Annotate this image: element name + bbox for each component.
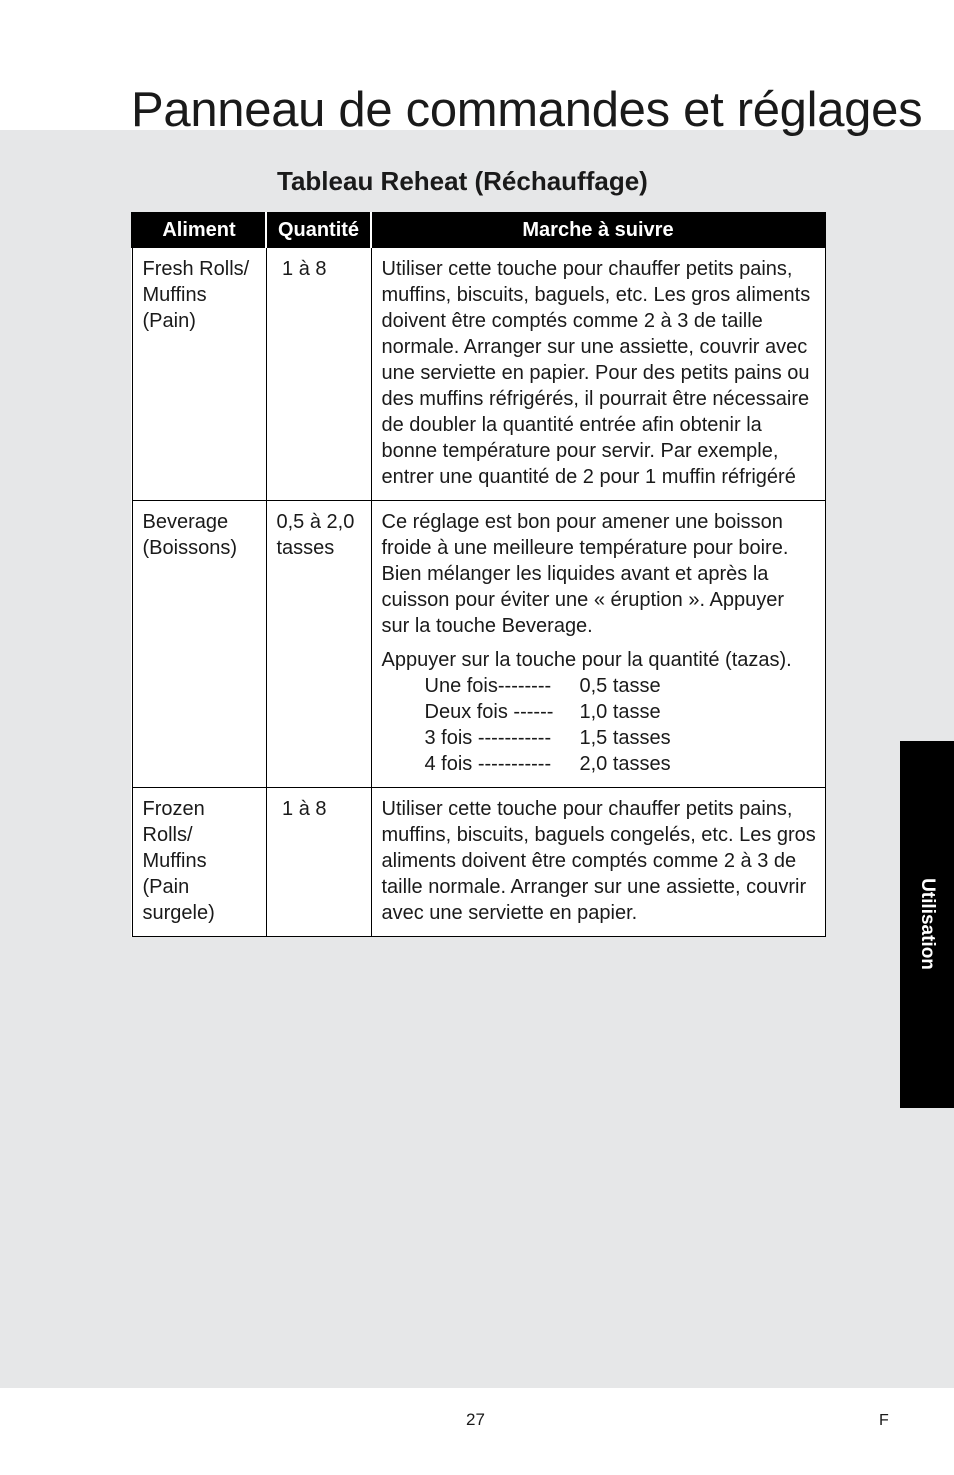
- section-side-tab: [900, 741, 954, 1108]
- language-mark: F: [879, 1412, 889, 1429]
- step-amount: 2,0 tasses: [579, 753, 671, 775]
- step-presses: 4 fois -----------: [424, 753, 552, 775]
- instructions-text-2: Appuyer sur la touche pour la quantité (tazas).: [381, 649, 792, 671]
- food-cell: Frozen Rolls/ Muffins (Pain surgele): [132, 788, 266, 937]
- quantity-cell: 1 à 8: [266, 788, 371, 937]
- beverage-steps-list: [382, 673, 817, 777]
- step-presses: 3 fois -----------: [424, 727, 552, 749]
- instructions-text: Utiliser cette touche pour chauffer petits pains, muffins, biscuits, baguels congelés, etc. Les gros aliments doivent être comptés comme 2 à 3 de taille normale. Arranger sur une assiette, couvrir avec une serviette en papier.: [381, 798, 816, 924]
- step-item: [425, 725, 817, 751]
- header-aliment: Aliment: [132, 212, 266, 248]
- page-number: 27: [466, 1410, 485, 1429]
- header-quantite: Quantité: [266, 212, 371, 248]
- table-title: Tableau Reheat (Réchauffage): [277, 166, 648, 196]
- reheat-table: [131, 212, 826, 937]
- page-title: Panneau de commandes et réglages: [131, 83, 923, 137]
- table-header-row: [132, 212, 825, 248]
- table-row-frozen-rolls: [132, 788, 825, 937]
- step-amount: 0,5 tasse: [579, 675, 661, 697]
- instructions-text: Ce réglage est bon pour amener une boisson froide à une meilleure température pour boire. Bien mélanger les liquides avant et après la cuisson pour éviter une « éruption ». Appuyer sur la touche Beverage.: [381, 511, 789, 637]
- step-amount: 1,5 tasses: [579, 727, 671, 749]
- step-item: [425, 699, 817, 725]
- header-marche-a-suivre: Marche à suivre: [371, 212, 825, 248]
- table-row-beverage: [132, 501, 825, 788]
- step-amount: 1,0 tasse: [579, 701, 661, 723]
- quantity-cell: 1 à 8: [266, 248, 371, 501]
- food-cell: Fresh Rolls/ Muffins (Pain): [132, 248, 266, 501]
- instructions-cell: [371, 501, 825, 788]
- table-row-fresh-rolls: [132, 248, 825, 501]
- step-presses: Une fois--------: [424, 675, 552, 697]
- step-item: [425, 673, 817, 699]
- instructions-cell: [371, 788, 825, 937]
- instructions-cell: [371, 248, 825, 501]
- side-tab-label: Utilisation: [917, 878, 938, 970]
- step-item: [425, 751, 817, 777]
- quantity-cell: 0,5 à 2,0 tasses: [266, 501, 371, 788]
- food-cell: Beverage (Boissons): [132, 501, 266, 788]
- step-presses: Deux fois ------: [424, 701, 554, 723]
- instructions-text: Utiliser cette touche pour chauffer petits pains, muffins, biscuits, baguels, etc. Les gros aliments doivent être comptés comme 2 à 3 de taille normale. Arranger sur une assiette, couvrir avec une serviette en papier. Pour des petits pains ou des muffins réfrigérés, il pourrait être nécessaire de doubler la quantité entrée afin obtenir la bonne température pour servir. Par exemple, entrer une quantité de 2 pour 1 muffin réfrigéré: [381, 258, 811, 488]
